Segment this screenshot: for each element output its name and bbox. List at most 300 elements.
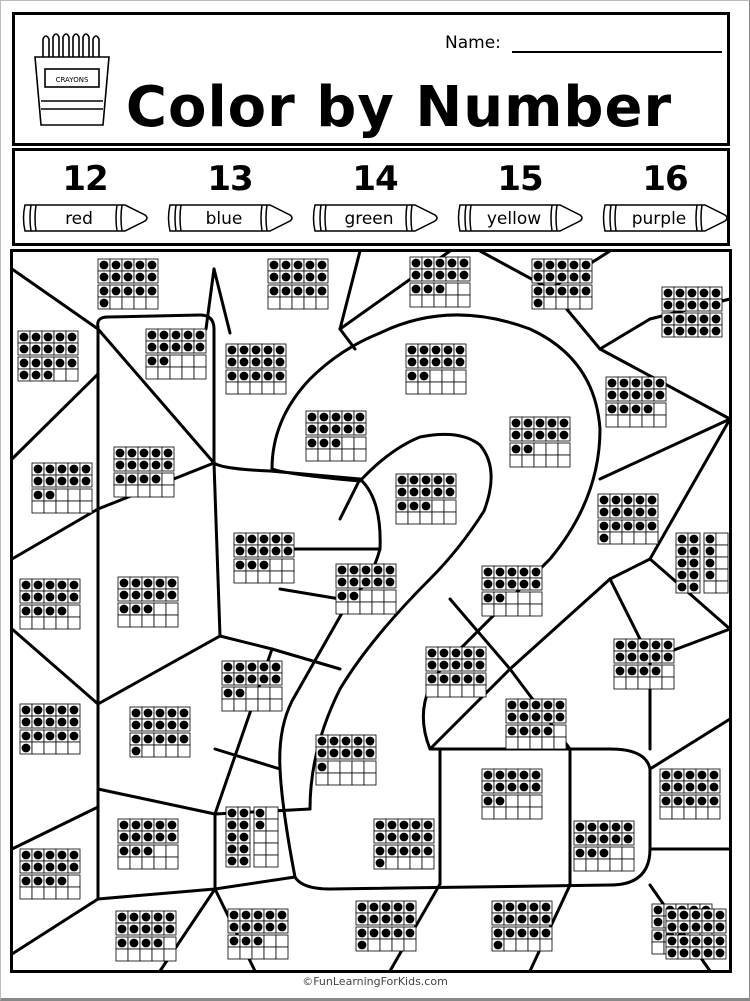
counter-dot (700, 301, 709, 310)
counter-dot (166, 925, 175, 934)
counter-dot (608, 391, 617, 400)
counter-dot (240, 809, 249, 818)
ten-frame-cell (182, 367, 194, 379)
counter-dot (154, 939, 163, 948)
ten-frame-cell (166, 857, 178, 869)
ten-frame-cell (178, 745, 190, 757)
counter-dot (422, 476, 431, 485)
ten-frame-cell (116, 949, 128, 961)
counter-dot (168, 709, 177, 718)
counter-dot (686, 771, 695, 780)
counter-dot (400, 833, 409, 842)
counter-dot (654, 932, 663, 941)
ten-frame-cell (408, 512, 420, 524)
ten-frame-cell (506, 604, 518, 616)
counter-dot (662, 771, 671, 780)
counter-dot (674, 783, 683, 792)
counter-dot (446, 488, 455, 497)
ten-frame-cell (336, 602, 348, 614)
ten-frame-cell (398, 857, 410, 869)
counter-dot (168, 721, 177, 730)
counter-dot (112, 287, 121, 296)
ten-frame-cell (130, 857, 142, 869)
counter-dot (240, 346, 249, 355)
counter-dot (166, 913, 175, 922)
ten-frame-cell (328, 761, 340, 773)
ten-frame-cell (518, 795, 530, 807)
counter-dot (690, 535, 699, 544)
counter-dot (32, 371, 41, 380)
ten-frame-cell (454, 370, 466, 382)
counter-dot (530, 903, 539, 912)
counter-dot (544, 701, 553, 710)
counter-dot (690, 571, 699, 580)
counter-dot (428, 675, 437, 684)
counter-dot (616, 667, 625, 676)
counter-dot (46, 491, 55, 500)
ten-frame-cell (586, 859, 598, 871)
counter-dot (148, 343, 157, 352)
counter-dot (706, 559, 715, 568)
counter-dot (446, 476, 455, 485)
counter-dot (132, 579, 141, 588)
counter-dot (242, 923, 251, 932)
counter-dot (612, 835, 621, 844)
counter-dot (376, 859, 385, 868)
counter-dot (556, 713, 565, 722)
counter-dot (388, 833, 397, 842)
counter-dot (44, 359, 53, 368)
counter-dot (668, 923, 677, 932)
ten-frame-cell (270, 559, 282, 571)
counter-dot (388, 847, 397, 856)
counter-dot (22, 593, 31, 602)
counter-dot (140, 449, 149, 458)
counter-dot (520, 727, 529, 736)
ten-frame-cell (426, 685, 438, 697)
counter-dot (148, 273, 157, 282)
ten-frame-cell (44, 887, 56, 899)
counter-dot (688, 301, 697, 310)
ten-frame-cell (662, 665, 674, 677)
counter-dot (536, 419, 545, 428)
counter-dot (342, 749, 351, 758)
counter-dot (132, 821, 141, 830)
counter-dot (144, 591, 153, 600)
counter-dot (700, 289, 709, 298)
ten-frame-cell (372, 590, 384, 602)
ten-frame-cell (528, 939, 540, 951)
counter-dot (628, 653, 637, 662)
counter-dot (32, 359, 41, 368)
counter-dot (130, 925, 139, 934)
counter-dot (576, 835, 585, 844)
counter-dot (624, 835, 633, 844)
counter-dot (70, 732, 79, 741)
counter-dot (692, 937, 701, 946)
counter-dot (124, 273, 133, 282)
counter-dot (70, 718, 79, 727)
key-color-word: red (65, 209, 93, 229)
ten-frame-cell (348, 602, 360, 614)
counter-dot (236, 663, 245, 672)
counter-dot (448, 259, 457, 268)
ten-frame-cell (266, 819, 278, 831)
counter-dot (674, 771, 683, 780)
counter-dot (32, 345, 41, 354)
ten-frame-cell (380, 939, 392, 951)
counter-dot (406, 903, 415, 912)
ten-frame-cell (442, 370, 454, 382)
ten-frame-cell (68, 617, 80, 629)
ten-frame-cell (568, 297, 580, 309)
counter-dot (652, 667, 661, 676)
counter-dot (144, 605, 153, 614)
counter-dot (276, 346, 285, 355)
counter-dot (58, 465, 67, 474)
counter-dot (376, 833, 385, 842)
ten-frame-cell (510, 455, 522, 467)
counter-dot (278, 911, 287, 920)
counter-dot (266, 923, 275, 932)
counter-dot (686, 797, 695, 806)
counter-dot (240, 372, 249, 381)
counter-dot (240, 833, 249, 842)
ten-frame-cell (530, 807, 542, 819)
counter-dot (132, 735, 141, 744)
ten-frame-cell (454, 382, 466, 394)
ten-frame-cell (580, 297, 592, 309)
counter-dot (130, 913, 139, 922)
counter-dot (600, 534, 609, 543)
counter-dot (400, 847, 409, 856)
counter-dot (358, 903, 367, 912)
ten-frame-cell (152, 949, 164, 961)
counter-dot (230, 937, 239, 946)
ten-frame-cell (556, 297, 568, 309)
counter-dot (228, 833, 237, 842)
counter-dot (370, 903, 379, 912)
ten-frame-cell (646, 532, 658, 544)
counter-dot (236, 689, 245, 698)
counter-dot (144, 721, 153, 730)
ten-frame-cell (530, 592, 542, 604)
ten-frame-cell (386, 857, 398, 869)
counter-dot (70, 851, 79, 860)
counter-dot (376, 847, 385, 856)
counter-dot (256, 821, 265, 830)
counter-dot (282, 287, 291, 296)
ten-frame-cell (446, 295, 458, 307)
counter-dot (532, 580, 541, 589)
counter-dot (276, 372, 285, 381)
ten-frame-cell (330, 449, 342, 461)
counter-dot (506, 929, 515, 938)
counter-dot (612, 522, 621, 531)
counter-dot (424, 259, 433, 268)
key-number: 13 (207, 159, 253, 199)
counter-dot (624, 823, 633, 832)
ten-frame-cell (506, 737, 518, 749)
counter-dot (332, 413, 341, 422)
counter-dot (420, 358, 429, 367)
counter-dot (398, 476, 407, 485)
counter-dot (46, 465, 55, 474)
ten-frame-cell (672, 807, 684, 819)
counter-dot (520, 701, 529, 710)
counter-dot (236, 535, 245, 544)
ten-frame-cell (56, 887, 68, 899)
ten-frame-cell (154, 615, 166, 627)
ten-frame-cell (142, 857, 154, 869)
counter-dot (576, 849, 585, 858)
ten-frame-cell (410, 295, 422, 307)
counter-dot (306, 261, 315, 270)
counter-dot (664, 289, 673, 298)
ten-frame-cell (622, 859, 634, 871)
counter-dot (710, 783, 719, 792)
counter-dot (58, 581, 67, 590)
ten-frame-cell (622, 532, 634, 544)
counter-dot (46, 593, 55, 602)
counter-dot (156, 579, 165, 588)
counter-dot (570, 287, 579, 296)
name-input-line[interactable] (512, 51, 722, 53)
ten-frame-cell (266, 807, 278, 819)
ten-frame-cell (444, 512, 456, 524)
counter-dot (496, 771, 505, 780)
counter-dot (260, 561, 269, 570)
counter-dot (496, 568, 505, 577)
counter-dot (356, 425, 365, 434)
ten-frame-cell (364, 761, 376, 773)
ten-frame-cell (264, 935, 276, 947)
ten-frame-cell (270, 699, 282, 711)
ten-frame-cell (372, 602, 384, 614)
counter-dot (168, 821, 177, 830)
counter-dot (320, 425, 329, 434)
counter-dot (318, 737, 327, 746)
ten-frame-cell (534, 443, 546, 455)
counter-dot (240, 358, 249, 367)
counter-dot (512, 431, 521, 440)
ten-frame-cell (652, 942, 664, 954)
ten-frame-cell (142, 745, 154, 757)
counter-dot (408, 358, 417, 367)
ten-frame-cell (622, 847, 634, 859)
counter-dot (690, 547, 699, 556)
counter-dot (308, 425, 317, 434)
counter-dot (512, 445, 521, 454)
ten-frame-cell (546, 443, 558, 455)
counter-dot (524, 431, 533, 440)
counter-dot (132, 605, 141, 614)
counter-dot (46, 877, 55, 886)
counter-dot (388, 821, 397, 830)
counter-dot (436, 271, 445, 280)
counter-dot (612, 496, 621, 505)
ten-frame-cell (162, 473, 174, 485)
counter-dot (600, 823, 609, 832)
counter-dot (266, 911, 275, 920)
counter-dot (664, 301, 673, 310)
counter-dot (544, 727, 553, 736)
ten-frame-cell (494, 807, 506, 819)
counter-dot (394, 915, 403, 924)
counter-dot (706, 547, 715, 556)
counter-dot (382, 929, 391, 938)
counter-dot (636, 508, 645, 517)
ten-frame-cell (234, 699, 246, 711)
counter-dot (542, 929, 551, 938)
ten-frame-cell (354, 437, 366, 449)
counter-dot (644, 379, 653, 388)
key-number: 16 (642, 159, 688, 199)
ten-frame-cell (396, 512, 408, 524)
ten-frame-cell (316, 773, 328, 785)
counter-dot (496, 783, 505, 792)
counter-dot (144, 847, 153, 856)
ten-frame-cell (406, 382, 418, 394)
counter-dot (654, 918, 663, 927)
counter-dot (698, 771, 707, 780)
counter-dot (230, 911, 239, 920)
counter-dot (440, 675, 449, 684)
ten-frame-cell (80, 501, 92, 513)
counter-dot (260, 675, 269, 684)
counter-dot (412, 271, 421, 280)
ten-frame-cell (530, 795, 542, 807)
counter-dot (692, 923, 701, 932)
ten-frame-cell (458, 283, 470, 295)
counter-dot (680, 949, 689, 958)
counter-dot (282, 273, 291, 282)
counter-dot (58, 732, 67, 741)
counter-dot (148, 331, 157, 340)
counter-dot (142, 925, 151, 934)
counter-dot (272, 663, 281, 672)
ten-frame-cell (252, 947, 264, 959)
counter-dot (320, 413, 329, 422)
counter-dot (118, 925, 127, 934)
counter-dot (46, 706, 55, 715)
ten-frame-cell (158, 367, 170, 379)
counter-dot (148, 261, 157, 270)
key-color-word: green (344, 209, 394, 229)
counter-dot (542, 915, 551, 924)
counter-dot (332, 439, 341, 448)
counter-dot (374, 566, 383, 575)
ten-frame-cell (384, 590, 396, 602)
counter-dot (116, 449, 125, 458)
counter-dot (704, 923, 713, 932)
ten-frame-cell (68, 875, 80, 887)
counter-dot (704, 911, 713, 920)
ten-frame-cell (32, 617, 44, 629)
counter-dot (640, 641, 649, 650)
counter-dot (508, 580, 517, 589)
counter-dot (464, 661, 473, 670)
counter-dot (260, 547, 269, 556)
counter-dot (434, 476, 443, 485)
counter-dot (116, 461, 125, 470)
counter-dot (46, 607, 55, 616)
counter-dot (132, 591, 141, 600)
counter-dot (152, 475, 161, 484)
counter-dot (424, 271, 433, 280)
counter-dot (32, 333, 41, 342)
ten-frame-cell (420, 512, 432, 524)
ten-frame-cell (304, 297, 316, 309)
counter-dot (306, 287, 315, 296)
counter-dot (140, 475, 149, 484)
ten-frame-cell (340, 773, 352, 785)
counter-dot (242, 937, 251, 946)
counter-dot (46, 581, 55, 590)
ten-frame-cell (266, 831, 278, 843)
ten-frame-cell (282, 559, 294, 571)
counter-dot (664, 641, 673, 650)
counter-dot (570, 261, 579, 270)
counter-dot (140, 461, 149, 470)
counter-dot (484, 568, 493, 577)
counter-dot (152, 461, 161, 470)
counter-dot (256, 809, 265, 818)
counter-dot (156, 833, 165, 842)
counter-dot (70, 863, 79, 872)
counter-dot (624, 496, 633, 505)
key-color-word: purple (631, 209, 687, 229)
counter-dot (318, 287, 327, 296)
counter-dot (100, 261, 109, 270)
ten-frame-cell (140, 949, 152, 961)
ten-frame-cell (458, 295, 470, 307)
counter-dot (698, 783, 707, 792)
counter-dot (144, 579, 153, 588)
counter-dot (128, 475, 137, 484)
counter-dot (228, 358, 237, 367)
counter-dot (640, 653, 649, 662)
ten-frame-cell (364, 773, 376, 785)
key-item-purple (595, 151, 735, 245)
counter-dot (132, 721, 141, 730)
counter-dot (22, 877, 31, 886)
ten-frame-cell (118, 615, 130, 627)
counter-dot (424, 847, 433, 856)
counter-dot (648, 522, 657, 531)
counter-dot (70, 593, 79, 602)
counter-dot (272, 535, 281, 544)
counter-dot (508, 783, 517, 792)
counter-dot (82, 465, 91, 474)
counter-dot (376, 821, 385, 830)
counter-dot (58, 607, 67, 616)
ten-frame-cell (246, 687, 258, 699)
crayon-box-label: CRAYONS (55, 76, 89, 84)
counter-dot (484, 771, 493, 780)
counter-dot (530, 929, 539, 938)
counter-dot (636, 522, 645, 531)
counter-dot (582, 287, 591, 296)
ten-frame-cell (716, 557, 728, 569)
ten-frame-cell (432, 512, 444, 524)
counter-dot (70, 706, 79, 715)
ten-frame-cell (638, 677, 650, 689)
ten-frame-cell (258, 571, 270, 583)
ten-frame-cell (32, 501, 44, 513)
counter-dot (560, 419, 569, 428)
counter-dot (524, 419, 533, 428)
